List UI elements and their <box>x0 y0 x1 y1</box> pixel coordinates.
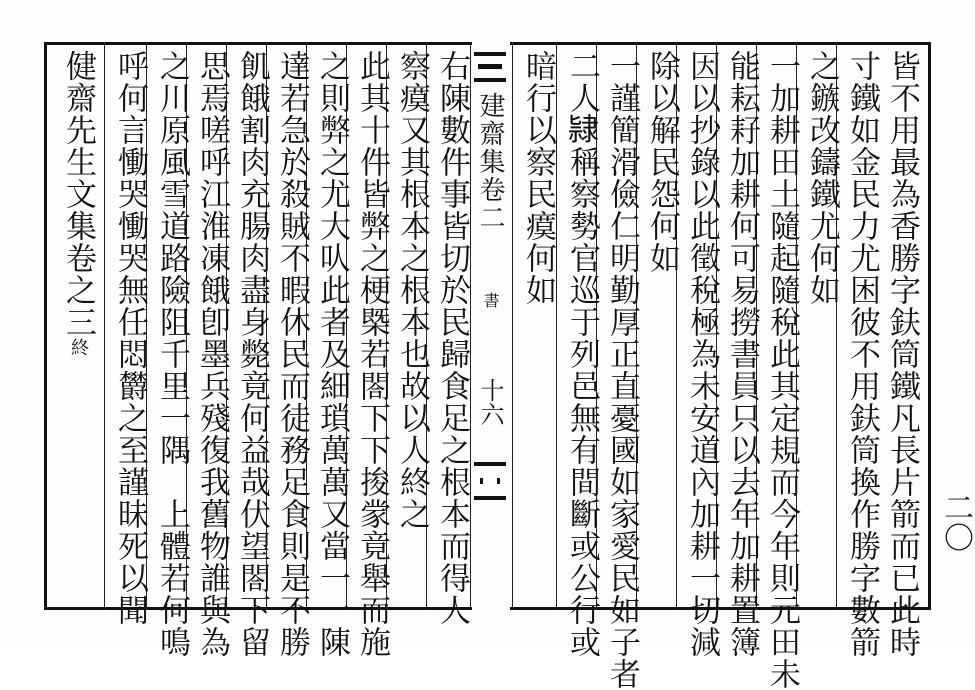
text-column: 一謹簡滑儉仁明勤厚正直憂國如家愛民如子者 <box>604 50 640 690</box>
fish-tail-mark-bottom <box>474 462 506 500</box>
text-column: 察瘼又其根本之根本也故以人終之 <box>394 50 430 530</box>
fish-tail-mark-top <box>474 52 506 82</box>
volume-end-note: 終 <box>68 338 89 357</box>
text-column: 因以抄錄以此徵稅極為未安道內加耕一切減 <box>684 50 720 658</box>
text-column: 之則弊之尤大㕥此者及細瑣萬萬又當一一陳 <box>314 50 350 658</box>
banner-page-number: 十六 <box>476 378 504 426</box>
side-page-number: 二〇 <box>938 492 973 552</box>
text-column: 暗行以察民瘼何如 <box>520 50 556 306</box>
column-rule <box>104 42 105 610</box>
volume-end-title-text: 健齋先生文集卷之三 <box>60 50 96 338</box>
text-column: 達若急於殺賊不暇休民而徒務足食則是不勝 <box>274 50 310 658</box>
text-column: 之川原風雪道路險阻千里一隅 上體若何鳴 <box>154 50 190 658</box>
text-column: 思焉嗟呼江淮凍餓卽墨兵殘復我舊物誰與為 <box>194 50 230 658</box>
text-column: 之鏃改鑄鐵尤何如 <box>804 50 840 306</box>
text-column: 呼何言慟哭慟哭無任悶欝之至謹昧死以聞 <box>112 50 148 626</box>
volume-end-title <box>58 50 98 357</box>
text-column: 右陳數件事皆切於民歸食足之根本而得人 <box>434 50 470 626</box>
text-column: 二人𨽻稱察勢官巡于列邑無有間斷或公行或 <box>564 50 600 658</box>
banner-section-label: 書 <box>481 292 500 308</box>
text-column: 一加耕田土隨起隨稅此其定規而今年則元田未 <box>764 50 800 690</box>
text-column: 此其十件皆弊之梗槩若閤下下捘䝉竟舉而施 <box>354 50 390 658</box>
text-column: 皆不用最為香勝字鈇筒鐵凡長片箭而已此時 <box>884 50 920 658</box>
text-column: 能耘耔加耕何可易撈書員只以去年加耕置簿 <box>724 50 760 658</box>
text-column: 除以解民怨何如 <box>644 50 680 274</box>
text-column: 飢餓割肉充腸肉盡身斃竟何益哉伏望閤下留 <box>234 50 270 658</box>
text-column: 寸鐵如金民力尤困彼不用鈇筒換作勝字數箭 <box>844 50 880 658</box>
banner-title: 建齋集卷二 <box>475 92 505 232</box>
column-rule <box>512 42 513 610</box>
